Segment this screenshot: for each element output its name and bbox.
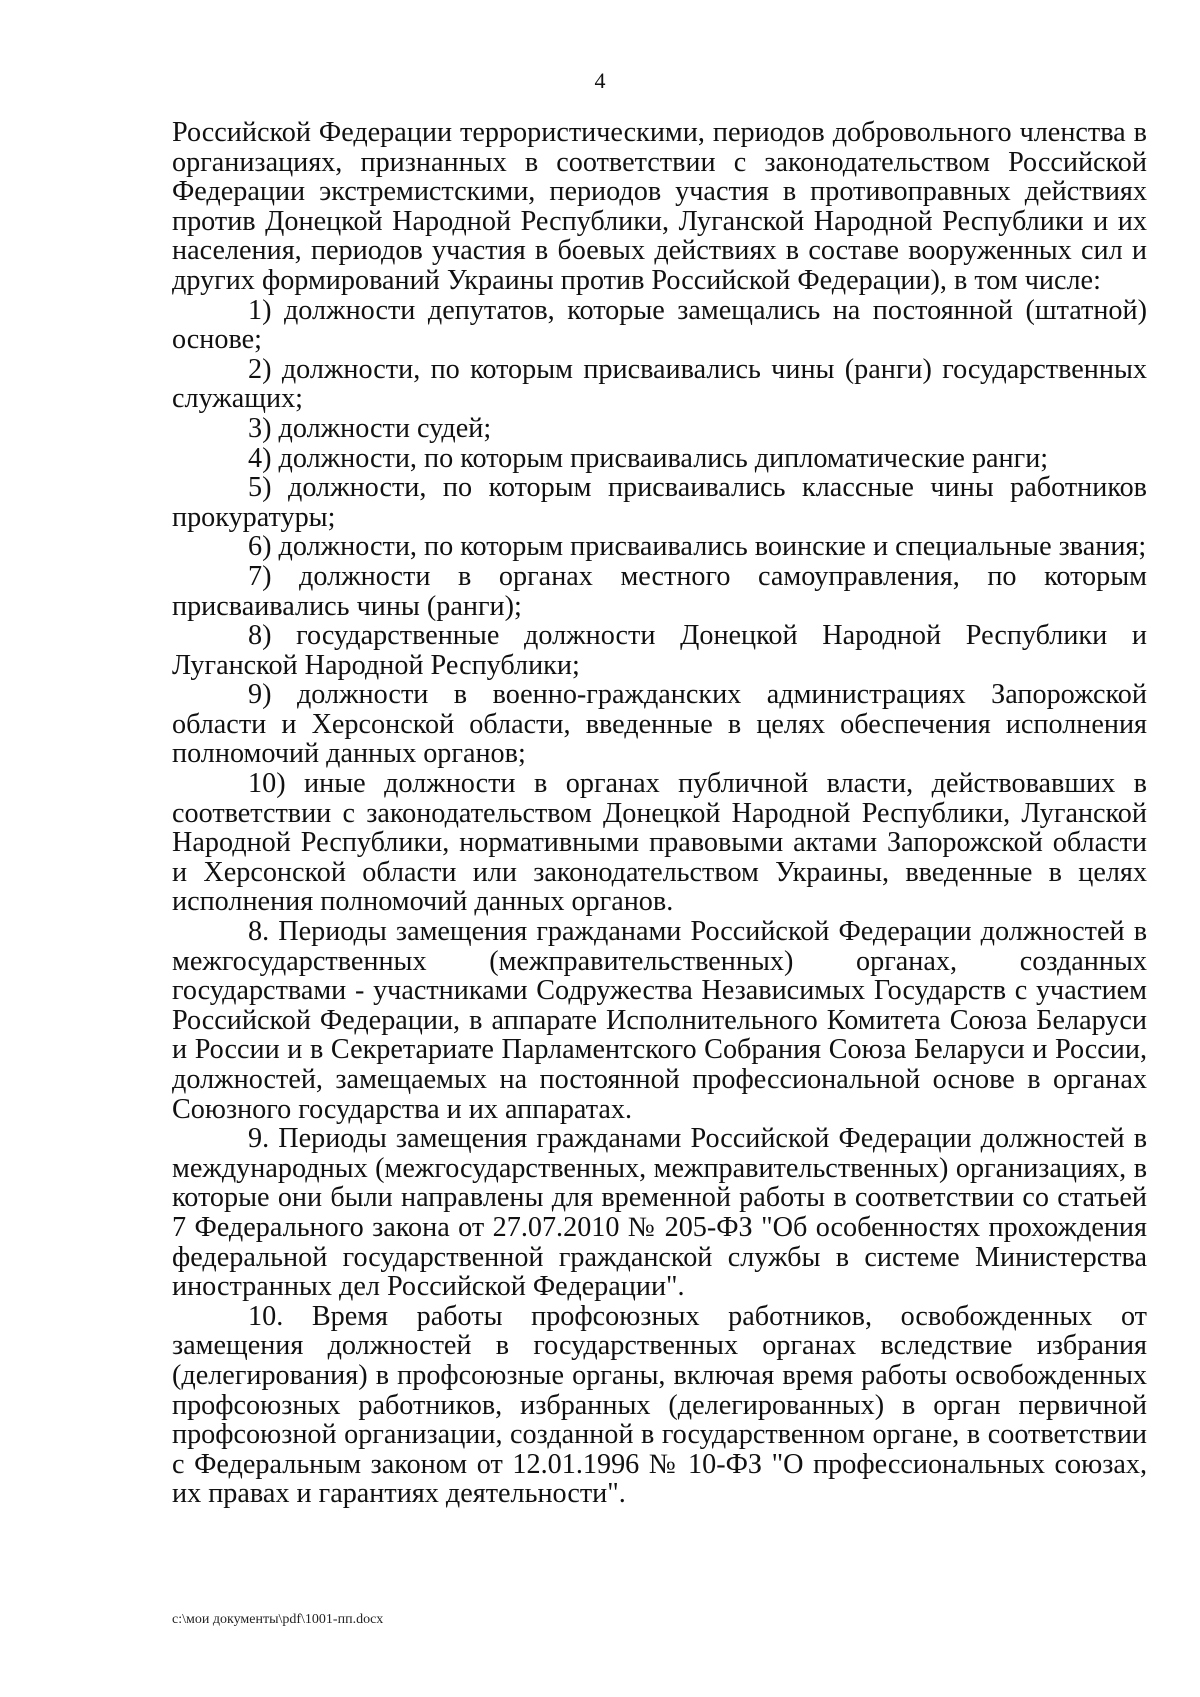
list-item-8: 8) государственные должности Донецкой Народной Республики и Луганской Народной Республики; [172, 620, 1147, 681]
list-item-7: 7) должности в органах местного самоуправления, по которым присваивались чины (ранги); [172, 560, 1147, 622]
list-item-3: 3) должности судей; [248, 412, 492, 444]
paragraph-continuation: Российской Федерации террористическими, периодов добровольного членства в организациях, признанных в соответствии с законодательством Российской Федерации экстремистскими, периодов участия в противоправных действиях против Донецкой Народной Республики, Луганской Народной Республики и их населения, периодов участия в боевых действиях в составе вооруженных сил и других формирований Украины против Российской Федерации), в том числе: [172, 117, 1147, 296]
page-number: 4 [594, 68, 606, 93]
list-item-5: 5) должности, по которым присваивались классные чины работников прокуратуры; [172, 472, 1147, 533]
section-8-paragraph: 8. Периоды замещения гражданами Российской Федерации должностей в межгосударственных (межправительственных) органах, созданных государствами - участниками Содружества Независимых Государств с участием Российской Федерации, в аппарате Исполнительного Комитета Союза Беларуси и России и в Секретариате Парламентского Собрания Союза Беларуси и России, должностей, замещаемых на постоянной профессиональной основе в органах Союзного государства и их аппаратах. [172, 916, 1147, 1125]
document-body [172, 118, 1147, 1509]
section-10-paragraph: 10. Время работы профсоюзных работников, освобожденных от замещения должностей в государственных органах вследствие избрания (делегирования) в профсоюзные органы, включая время работы освобожденных профсоюзных работников, избранных (делегированных) в орган первичной профсоюзной организации, созданной в государственном органе, в соответствии с Федеральным законом от 12.01.1996 № 10-ФЗ "О профессиональных союзах, их правах и гарантиях деятельности". [172, 1300, 1147, 1510]
list-item-1: 1) должности депутатов, которые замещались на постоянной (штатной) основе; [172, 294, 1147, 356]
footer-file-path: c:\мои документы\pdf\1001-пп.docx [172, 1612, 384, 1627]
list-item-6: 6) должности, по которым присваивались воинские и специальные звания; [248, 531, 1147, 563]
list-item-9: 9) должности в военно-гражданских администрациях Запорожской области и Херсонской области, введенные в целях обеспечения исполнения полномочий данных органов; [172, 679, 1147, 770]
list-item-4: 4) должности, по которым присваивались дипломатические ранги; [248, 442, 1049, 474]
list-item-2: 2) должности, по которым присваивались чины (ранги) государственных служащих; [172, 353, 1147, 415]
section-9-paragraph: 9. Периоды замещения гражданами Российской Федерации должностей в международных (межгосударственных, межправительственных) организациях, в которые они были направлены для временной работы в соответствии со статьей 7 Федерального закона от 27.07.2010 № 205-ФЗ "Об особенностях прохождения федеральной государственной гражданской службы в системе Министерства иностранных дел Российской Федерации". [172, 1123, 1147, 1303]
list-item-10: 10) иные должности в органах публичной власти, действовавших в соответствии с законодательством Донецкой Народной Республики, Луганской Народной Республики, нормативными правовыми актами Запорожской области и Херсонской области или законодательством Украины, введенные в целях исполнения полномочий данных органов. [172, 768, 1147, 918]
